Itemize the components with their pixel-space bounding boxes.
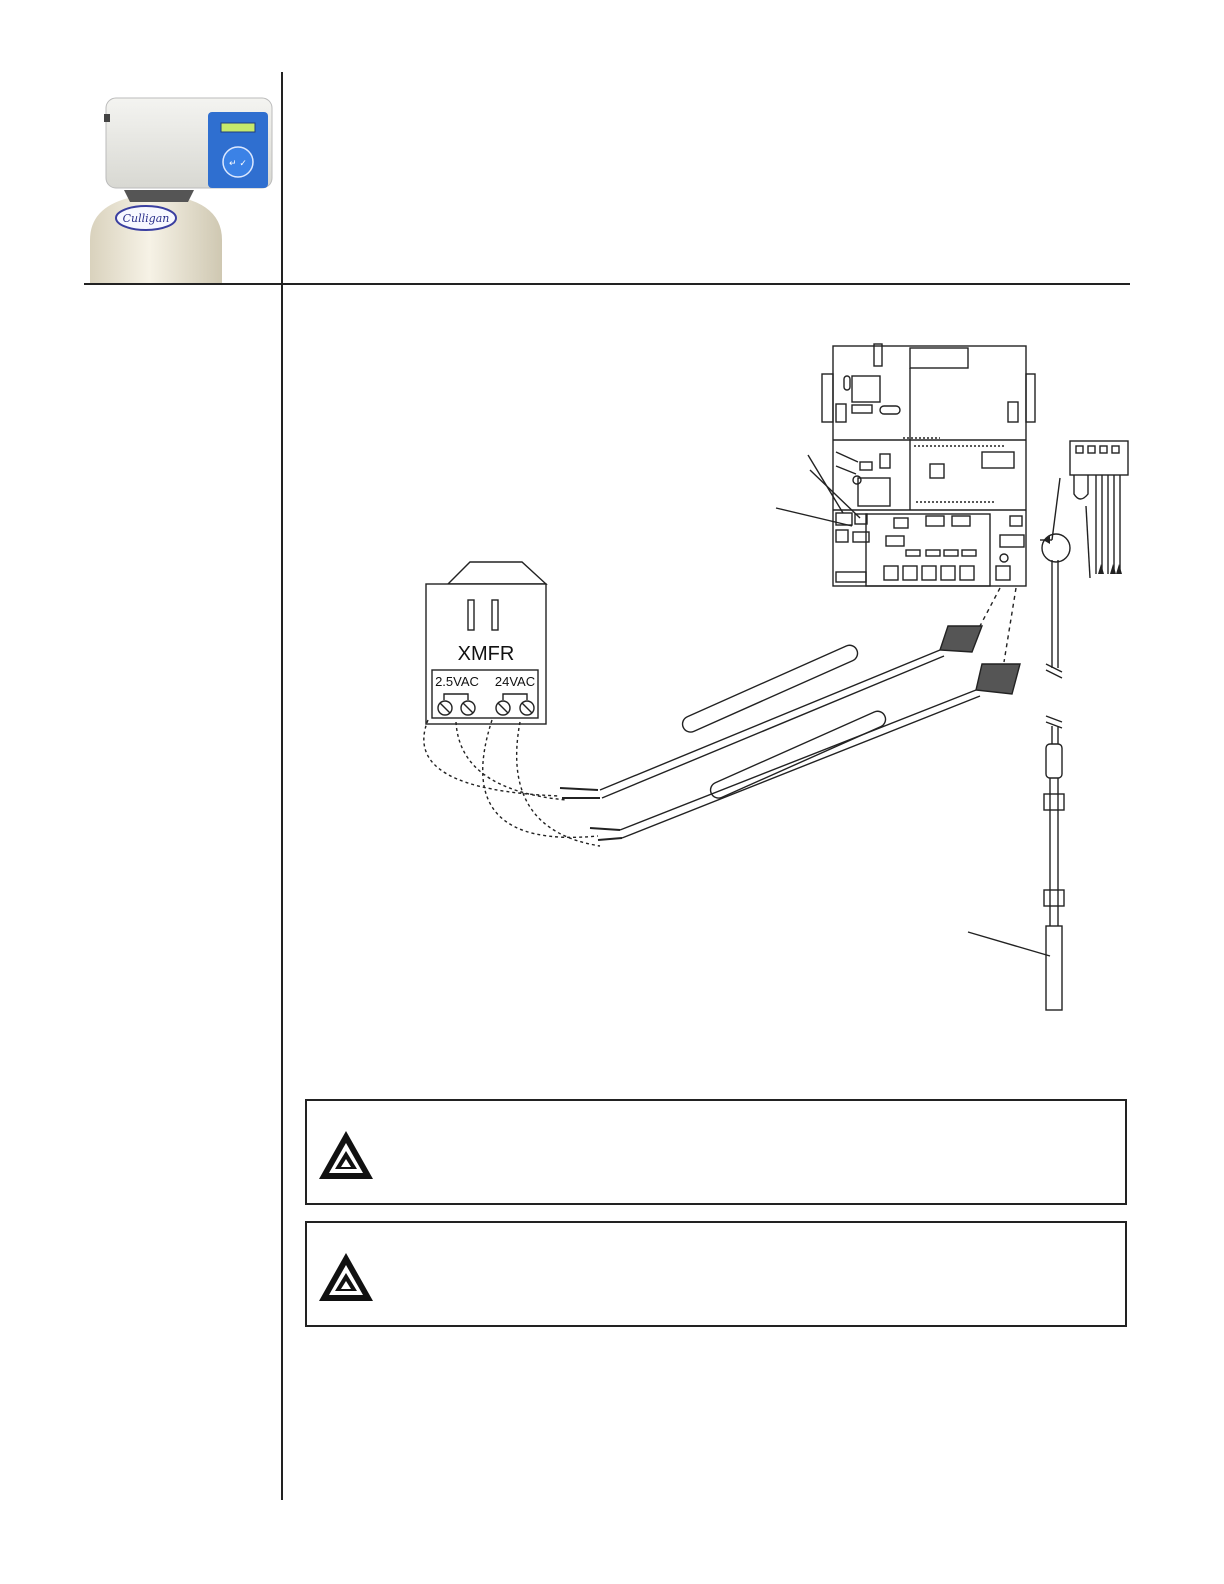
terminal-label-2-5vac: 2.5VAC <box>435 674 479 689</box>
svg-text:↵ ✓: ↵ ✓ <box>229 159 247 169</box>
circuit-board-icon <box>776 344 1035 586</box>
warning-triangle-icon <box>317 1251 375 1303</box>
warning-box <box>305 1099 1127 1205</box>
terminal-label-24vac: 24VAC <box>494 674 536 689</box>
culligan-logo: Culligan <box>122 212 170 225</box>
product-photo <box>84 90 280 283</box>
vertical-rule <box>281 72 283 1500</box>
warning-box <box>305 1221 1127 1327</box>
sensor-probe-icon <box>968 560 1064 1010</box>
transformer-label: XMFR <box>457 643 515 665</box>
wiring-diagram <box>380 335 1160 1055</box>
horizontal-rule <box>84 283 1130 285</box>
warning-triangle-icon <box>317 1129 375 1181</box>
power-cable-icon <box>560 626 1020 840</box>
connector-icon <box>1040 441 1128 578</box>
